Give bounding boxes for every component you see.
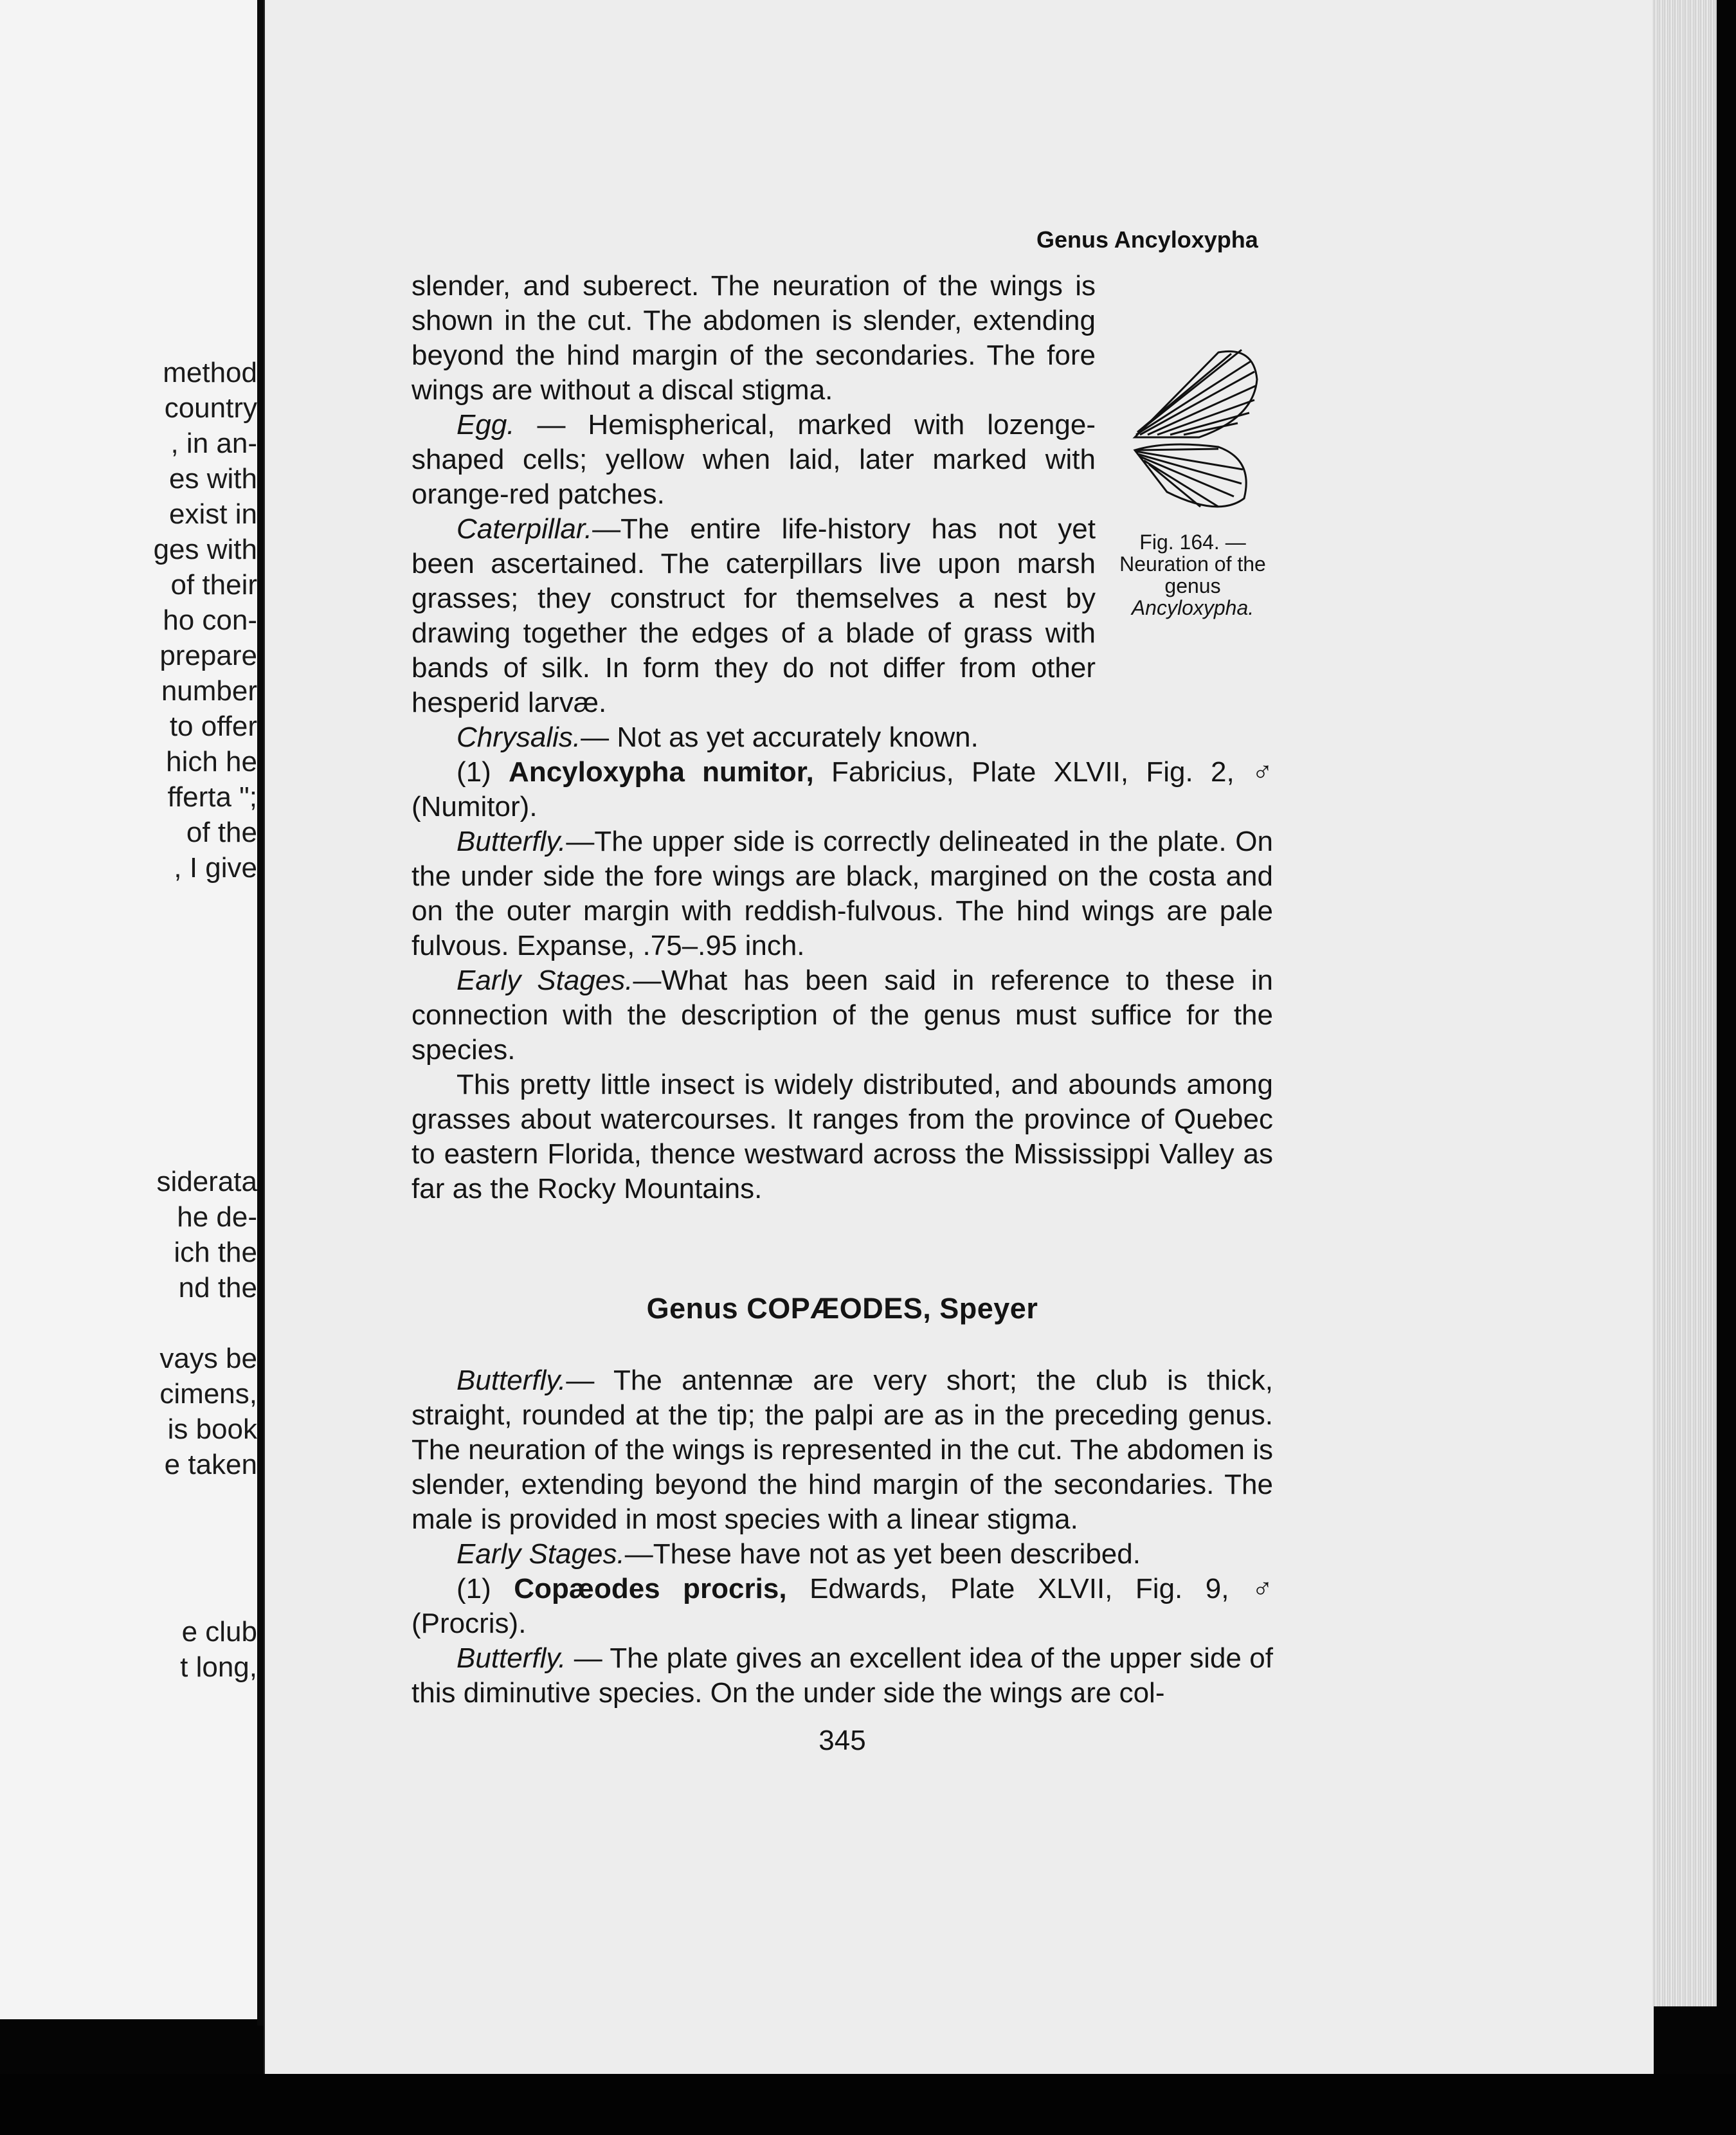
early-stages-lead: Early Stages. xyxy=(457,1538,625,1570)
numitor-early-stages-paragraph xyxy=(411,963,1273,1068)
procris-butterfly-paragraph xyxy=(411,1641,1273,1711)
facing-page-line: siderata xyxy=(156,1166,257,1197)
species-name: Ancyloxypha numitor, xyxy=(509,756,814,788)
facing-page-line: ich the xyxy=(174,1237,257,1268)
egg-text: — Hemispherical, marked with lozenge-shaped cells; yellow when laid, later marked with orange-red patches. xyxy=(411,409,1096,510)
page-edges xyxy=(1652,0,1717,2006)
facing-page-line: method xyxy=(163,357,257,388)
butterfly-text: — The plate gives an excellent idea of the upper side of this diminutive species. On the under side the wings are col- xyxy=(411,1642,1273,1709)
facing-page-line: cimens, xyxy=(159,1378,257,1410)
facing-page-line: t long, xyxy=(180,1651,257,1683)
copaeodes-butterfly-paragraph xyxy=(411,1363,1273,1537)
butterfly-lead: Butterfly. xyxy=(457,1365,566,1396)
facing-page-line: number xyxy=(161,675,257,707)
running-head: Genus Ancyloxypha xyxy=(1036,226,1258,253)
butterfly-text: — The antennæ are very short; the club is thick, straight, rounded at the tip; the palpi are as in the preceding genus. The neuration of the wings is represented in the cut. The abdomen is slender, extending beyond the hind margin of the secondaries. The male is provided in most species with a linear stigma. xyxy=(411,1365,1273,1535)
neuration-figure xyxy=(1112,341,1273,682)
page-number: 345 xyxy=(818,1725,866,1756)
caterpillar-lead: Caterpillar. xyxy=(457,513,593,545)
numitor-butterfly-paragraph xyxy=(411,824,1273,963)
scan-shadow xyxy=(0,2074,1736,2135)
facing-page-line: prepare xyxy=(159,640,257,671)
numitor-range-paragraph: This pretty little insect is widely distributed, and abounds among grasses about watercourses. It ranges from the province of Quebec to eastern Florida, thence westward across the Mississippi Valley as far as the Rocky Mountains. xyxy=(411,1069,1273,1204)
facing-page-line: e taken xyxy=(164,1449,257,1480)
egg-lead: Egg. xyxy=(457,409,515,441)
facing-page-line: of their xyxy=(170,569,257,601)
body-text xyxy=(411,269,1273,1758)
intro-text: slender, and suberect. The neuration of the wings is shown in the cut. The abdomen is slender, extending beyond the hind margin of the secondaries. The fore wings are without a discal stigma. xyxy=(411,270,1096,406)
figure-caption xyxy=(1112,531,1273,619)
facing-page-line: fferta "; xyxy=(167,781,257,813)
facing-page-line: to offer xyxy=(169,711,257,742)
chrysalis-lead: Chrysalis. xyxy=(457,722,581,753)
facing-page-line: ges with xyxy=(153,534,257,565)
facing-page-line: he de- xyxy=(177,1201,257,1233)
species-number: (1) xyxy=(457,756,509,788)
facing-page-line: hich he xyxy=(166,746,257,777)
species-heading-procris xyxy=(411,1572,1273,1641)
facing-page-line: es with xyxy=(169,463,257,495)
facing-page-line: vays be xyxy=(159,1343,257,1374)
species-reference: Fabricius, Plate XLVII, Fig. 2, ♂ (Numitor). xyxy=(411,756,1273,822)
facing-page-line: , I give xyxy=(174,852,257,884)
caption-genus: Ancyloxypha. xyxy=(1131,596,1254,619)
early-stages-text: —These have not as yet been described. xyxy=(624,1538,1141,1570)
facing-page-line: country xyxy=(164,392,257,424)
facing-page-line: , in an- xyxy=(170,428,257,459)
wing-neuration-icon xyxy=(1122,341,1263,521)
species-heading-numitor xyxy=(411,755,1273,824)
butterfly-text: —The upper side is correctly delineated in the plate. On the under side the fore wings are black, margined on the costa and on the outer margin with reddish-fulvous. The hind wings are pale fulvous. Expanse, .75–.95 inch. xyxy=(411,826,1273,961)
facing-page-line: exist in xyxy=(169,498,257,530)
chrysalis-text: — Not as yet accurately known. xyxy=(581,722,979,753)
copaeodes-early-stages-paragraph xyxy=(411,1537,1273,1572)
facing-page-line: nd the xyxy=(178,1272,257,1304)
species-reference: Edwards, Plate XLVII, Fig. 9, ♂ (Procris). xyxy=(411,1573,1273,1639)
caption-text: Fig. 164. — Neuration of the genus xyxy=(1119,531,1266,597)
section-title-copaeodes: Genus COPÆODES, Speyer xyxy=(646,1292,1038,1325)
early-stages-text: —What has been said in reference to these in connection with the description of the genus must suffice for the species. xyxy=(411,965,1273,1066)
facing-page-line: of the xyxy=(186,817,257,848)
caterpillar-text: —The entire life-history has not yet been ascertained. The caterpillars live upon marsh grasses; they construct for themselves a nest by drawing together the edges of a blade of grass with bands of silk. In form they do not differ from other hesperid larvæ. xyxy=(411,513,1096,718)
facing-page-line: e club xyxy=(181,1616,257,1648)
chrysalis-paragraph xyxy=(411,720,1273,755)
facing-page-line: is book xyxy=(167,1413,257,1445)
species-name: Copæodes procris, xyxy=(514,1573,787,1604)
facing-page-line: ho con- xyxy=(163,604,257,636)
butterfly-lead: Butterfly. xyxy=(457,1642,566,1674)
species-number: (1) xyxy=(457,1573,514,1604)
early-stages-lead: Early Stages. xyxy=(457,965,633,996)
facing-page xyxy=(0,0,257,2019)
butterfly-lead: Butterfly. xyxy=(457,826,566,857)
